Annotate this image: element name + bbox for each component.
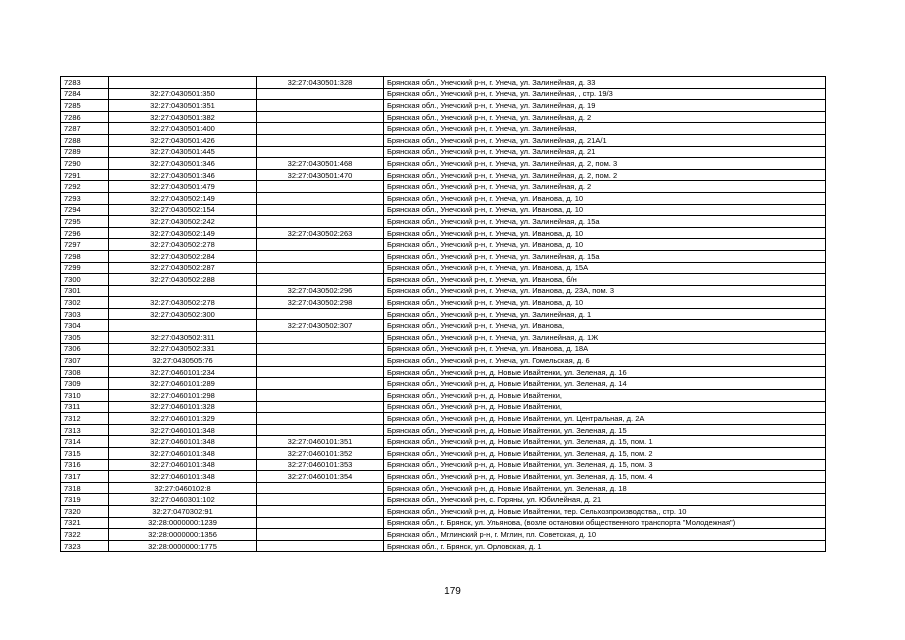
- table-row: [61, 285, 826, 297]
- object-cadastral-number-cell: [257, 262, 384, 274]
- cadastral-number-cell: 32:27:0430505:76: [109, 355, 257, 367]
- object-cadastral-number-cell: 32:27:0430502:263: [257, 227, 384, 239]
- table-row: [61, 216, 826, 228]
- cadastral-number-cell: 32:27:0460101:348: [109, 424, 257, 436]
- row-number-cell: 7323: [61, 540, 109, 552]
- address-cell: Брянская обл., Унечский р-н, д. Новые Ивайтенки, ул. Зеленая, д. 14: [384, 378, 826, 390]
- object-cadastral-number-cell: [257, 482, 384, 494]
- registry-table: [60, 76, 826, 552]
- address-cell: Брянская обл., Унечский р-н, г. Унеча, ул. Залинейная, , стр. 19/3: [384, 88, 826, 100]
- object-cadastral-number-cell: [257, 378, 384, 390]
- address-cell: Брянская обл., Унечский р-н, г. Унеча, ул. Залинейная, д. 15а: [384, 250, 826, 262]
- table-row: [61, 239, 826, 251]
- row-number-cell: 7296: [61, 227, 109, 239]
- address-cell: Брянская обл., Унечский р-н, г. Унеча, ул. Иванова, д. 10: [384, 297, 826, 309]
- address-cell: Брянская обл., Унечский р-н, с. Горяны, ул. Юбилейная, д. 21: [384, 494, 826, 506]
- cadastral-number-cell: 32:27:0430501:382: [109, 111, 257, 123]
- cadastral-number-cell: 32:27:0430501:426: [109, 134, 257, 146]
- row-number-cell: 7322: [61, 529, 109, 541]
- object-cadastral-number-cell: 32:27:0460101:352: [257, 448, 384, 460]
- row-number-cell: 7295: [61, 216, 109, 228]
- table-row: [61, 413, 826, 425]
- row-number-cell: 7286: [61, 111, 109, 123]
- row-number-cell: 7319: [61, 494, 109, 506]
- row-number-cell: 7288: [61, 134, 109, 146]
- table-row: [61, 390, 826, 402]
- row-number-cell: 7303: [61, 308, 109, 320]
- row-number-cell: 7311: [61, 401, 109, 413]
- table-row: [61, 227, 826, 239]
- address-cell: Брянская обл., Унечский р-н, д. Новые Ивайтенки, ул. Зеленая, д. 15, пом. 1: [384, 436, 826, 448]
- address-cell: Брянская обл., Унечский р-н, д. Новые Ивайтенки, ул. Зеленая, д. 15, пом. 3: [384, 459, 826, 471]
- address-cell: Брянская обл., Унечский р-н, г. Унеча, ул. Иванова, д. 23А, пом. 3: [384, 285, 826, 297]
- object-cadastral-number-cell: [257, 123, 384, 135]
- address-cell: Брянская обл., Унечский р-н, г. Унеча, ул. Гомельская, д. 6: [384, 355, 826, 367]
- row-number-cell: 7312: [61, 413, 109, 425]
- address-cell: Брянская обл., Унечский р-н, г. Унеча, ул. Залинейная, д. 15а: [384, 216, 826, 228]
- table-row: [61, 482, 826, 494]
- cadastral-number-cell: 32:27:0470302:91: [109, 505, 257, 517]
- cadastral-number-cell: 32:27:0460301:102: [109, 494, 257, 506]
- object-cadastral-number-cell: 32:27:0430502:307: [257, 320, 384, 332]
- row-number-cell: 7307: [61, 355, 109, 367]
- row-number-cell: 7304: [61, 320, 109, 332]
- table-row: [61, 134, 826, 146]
- row-number-cell: 7309: [61, 378, 109, 390]
- object-cadastral-number-cell: 32:27:0460101:351: [257, 436, 384, 448]
- object-cadastral-number-cell: 32:27:0430502:296: [257, 285, 384, 297]
- row-number-cell: 7320: [61, 505, 109, 517]
- row-number-cell: 7308: [61, 366, 109, 378]
- table-row: [61, 111, 826, 123]
- table-row: [61, 505, 826, 517]
- cadastral-number-cell: 32:27:0430502:149: [109, 227, 257, 239]
- address-cell: Брянская обл., г. Брянск, ул. Ульянова, (возле остановки общественного транспорта "Молодежная"): [384, 517, 826, 529]
- address-cell: Брянская обл., Унечский р-н, г. Унеча, ул. Залинейная, д. 1Ж: [384, 332, 826, 344]
- table-row: [61, 169, 826, 181]
- row-number-cell: 7298: [61, 250, 109, 262]
- address-cell: Брянская обл., Унечский р-н, г. Унеча, ул. Иванова,: [384, 320, 826, 332]
- table-row: [61, 88, 826, 100]
- cadastral-number-cell: 32:27:0460101:329: [109, 413, 257, 425]
- object-cadastral-number-cell: 32:27:0430501:470: [257, 169, 384, 181]
- table-row: [61, 192, 826, 204]
- object-cadastral-number-cell: [257, 355, 384, 367]
- cadastral-number-cell: 32:27:0430501:479: [109, 181, 257, 193]
- address-cell: Брянская обл., Унечский р-н, д. Новые Ивайтенки, ул. Зеленая, д. 15: [384, 424, 826, 436]
- row-number-cell: 7290: [61, 158, 109, 170]
- cadastral-number-cell: 32:27:0430501:400: [109, 123, 257, 135]
- row-number-cell: 7302: [61, 297, 109, 309]
- cadastral-number-cell: 32:27:0460101:234: [109, 366, 257, 378]
- object-cadastral-number-cell: 32:27:0430502:298: [257, 297, 384, 309]
- object-cadastral-number-cell: [257, 308, 384, 320]
- object-cadastral-number-cell: 32:27:0460101:354: [257, 471, 384, 483]
- address-cell: Брянская обл., Унечский р-н, д. Новые Ивайтенки,: [384, 401, 826, 413]
- address-cell: Брянская обл., Унечский р-н, г. Унеча, ул. Иванова, д. 10: [384, 239, 826, 251]
- cadastral-number-cell: 32:27:0430501:445: [109, 146, 257, 158]
- table-row: [61, 308, 826, 320]
- table-row: [61, 274, 826, 286]
- cadastral-number-cell: 32:27:0430502:149: [109, 192, 257, 204]
- cadastral-number-cell: 32:27:0430502:311: [109, 332, 257, 344]
- cadastral-number-cell: 32:27:0460101:348: [109, 471, 257, 483]
- cadastral-number-cell: [109, 320, 257, 332]
- object-cadastral-number-cell: [257, 413, 384, 425]
- cadastral-number-cell: 32:27:0460101:289: [109, 378, 257, 390]
- address-cell: Брянская обл., Унечский р-н, г. Унеча, ул. Залинейная,: [384, 123, 826, 135]
- cadastral-number-cell: 32:27:0460101:348: [109, 448, 257, 460]
- object-cadastral-number-cell: [257, 529, 384, 541]
- object-cadastral-number-cell: [257, 540, 384, 552]
- registry-table-body: [61, 77, 826, 552]
- row-number-cell: 7316: [61, 459, 109, 471]
- address-cell: Брянская обл., Унечский р-н, г. Унеча, ул. Залинейная, д. 33: [384, 77, 826, 89]
- address-cell: Брянская обл., Унечский р-н, г. Унеча, ул. Залинейная, д. 2, пом. 2: [384, 169, 826, 181]
- object-cadastral-number-cell: [257, 424, 384, 436]
- row-number-cell: 7305: [61, 332, 109, 344]
- address-cell: Брянская обл., Унечский р-н, г. Унеча, ул. Залинейная, д. 2: [384, 181, 826, 193]
- address-cell: Брянская обл., Унечский р-н, д. Новые Ивайтенки, ул. Центральная, д. 2А: [384, 413, 826, 425]
- address-cell: Брянская обл., Унечский р-н, д. Новые Ивайтенки, ул. Зеленая, д. 18: [384, 482, 826, 494]
- object-cadastral-number-cell: [257, 146, 384, 158]
- row-number-cell: 7313: [61, 424, 109, 436]
- table-row: [61, 459, 826, 471]
- object-cadastral-number-cell: [257, 216, 384, 228]
- object-cadastral-number-cell: [257, 274, 384, 286]
- cadastral-number-cell: 32:27:0460101:348: [109, 436, 257, 448]
- address-cell: Брянская обл., Унечский р-н, г. Унеча, ул. Иванова, б/н: [384, 274, 826, 286]
- object-cadastral-number-cell: [257, 204, 384, 216]
- row-number-cell: 7294: [61, 204, 109, 216]
- row-number-cell: 7317: [61, 471, 109, 483]
- object-cadastral-number-cell: [257, 401, 384, 413]
- cadastral-number-cell: 32:27:0430502:331: [109, 343, 257, 355]
- table-row: [61, 77, 826, 89]
- object-cadastral-number-cell: 32:27:0430501:328: [257, 77, 384, 89]
- table-row: [61, 181, 826, 193]
- address-cell: Брянская обл., Унечский р-н, г. Унеча, ул. Иванова, д. 15А: [384, 262, 826, 274]
- cadastral-number-cell: 32:27:0460101:298: [109, 390, 257, 402]
- row-number-cell: 7299: [61, 262, 109, 274]
- address-cell: Брянская обл., Унечский р-н, г. Унеча, ул. Залинейная, д. 21А/1: [384, 134, 826, 146]
- table-row: [61, 146, 826, 158]
- object-cadastral-number-cell: [257, 181, 384, 193]
- address-cell: Брянская обл., Унечский р-н, г. Унеча, ул. Иванова, д. 18А: [384, 343, 826, 355]
- row-number-cell: 7285: [61, 100, 109, 112]
- table-row: [61, 123, 826, 135]
- table-row: [61, 158, 826, 170]
- object-cadastral-number-cell: [257, 494, 384, 506]
- object-cadastral-number-cell: [257, 390, 384, 402]
- object-cadastral-number-cell: [257, 88, 384, 100]
- address-cell: Брянская обл., Унечский р-н, г. Унеча, ул. Залинейная, д. 19: [384, 100, 826, 112]
- cadastral-number-cell: 32:27:0460101:328: [109, 401, 257, 413]
- row-number-cell: 7289: [61, 146, 109, 158]
- address-cell: Брянская обл., г. Брянск, ул. Орловская, д. 1: [384, 540, 826, 552]
- row-number-cell: 7292: [61, 181, 109, 193]
- table-row: [61, 471, 826, 483]
- cadastral-number-cell: 32:28:0000000:1775: [109, 540, 257, 552]
- object-cadastral-number-cell: [257, 111, 384, 123]
- table-row: [61, 401, 826, 413]
- cadastral-number-cell: 32:27:0430501:346: [109, 169, 257, 181]
- row-number-cell: 7306: [61, 343, 109, 355]
- cadastral-number-cell: 32:27:0430501:350: [109, 88, 257, 100]
- table-row: [61, 262, 826, 274]
- cadastral-number-cell: 32:27:0430502:242: [109, 216, 257, 228]
- table-row: [61, 332, 826, 344]
- table-row: [61, 355, 826, 367]
- address-cell: Брянская обл., Унечский р-н, г. Унеча, ул. Иванова, д. 10: [384, 204, 826, 216]
- table-row: [61, 436, 826, 448]
- cadastral-number-cell: [109, 77, 257, 89]
- object-cadastral-number-cell: [257, 192, 384, 204]
- row-number-cell: 7321: [61, 517, 109, 529]
- table-row: [61, 366, 826, 378]
- table-row: [61, 448, 826, 460]
- row-number-cell: 7291: [61, 169, 109, 181]
- row-number-cell: 7314: [61, 436, 109, 448]
- table-row: [61, 424, 826, 436]
- table-row: [61, 540, 826, 552]
- table-row: [61, 100, 826, 112]
- address-cell: Брянская обл., Унечский р-н, г. Унеча, ул. Иванова, д. 10: [384, 227, 826, 239]
- table-row: [61, 297, 826, 309]
- table-row: [61, 378, 826, 390]
- table-row: [61, 529, 826, 541]
- row-number-cell: 7318: [61, 482, 109, 494]
- object-cadastral-number-cell: [257, 343, 384, 355]
- object-cadastral-number-cell: [257, 239, 384, 251]
- cadastral-number-cell: 32:27:0430501:351: [109, 100, 257, 112]
- address-cell: Брянская обл., Унечский р-н, д. Новые Ивайтенки, ул. Зеленая, д. 15, пом. 2: [384, 448, 826, 460]
- cadastral-number-cell: 32:27:0460101:348: [109, 459, 257, 471]
- row-number-cell: 7310: [61, 390, 109, 402]
- cadastral-number-cell: 32:27:0460102:8: [109, 482, 257, 494]
- cadastral-number-cell: 32:28:0000000:1356: [109, 529, 257, 541]
- cadastral-number-cell: 32:27:0430502:278: [109, 239, 257, 251]
- table-row: [61, 517, 826, 529]
- table-row: [61, 343, 826, 355]
- address-cell: Брянская обл., Унечский р-н, г. Унеча, ул. Залинейная, д. 21: [384, 146, 826, 158]
- row-number-cell: 7315: [61, 448, 109, 460]
- cadastral-number-cell: 32:27:0430502:284: [109, 250, 257, 262]
- address-cell: Брянская обл., Унечский р-н, г. Унеча, ул. Иванова, д. 10: [384, 192, 826, 204]
- object-cadastral-number-cell: [257, 100, 384, 112]
- page-number: 179: [444, 586, 461, 597]
- row-number-cell: 7297: [61, 239, 109, 251]
- object-cadastral-number-cell: [257, 250, 384, 262]
- address-cell: Брянская обл., Унечский р-н, д. Новые Ивайтенки, тер. Сельхозпроизводства,, стр. 10: [384, 505, 826, 517]
- cadastral-number-cell: 32:27:0430502:154: [109, 204, 257, 216]
- address-cell: Брянская обл., Мглинский р-н, г. Мглин, пл. Советская, д. 10: [384, 529, 826, 541]
- row-number-cell: 7287: [61, 123, 109, 135]
- object-cadastral-number-cell: [257, 517, 384, 529]
- address-cell: Брянская обл., Унечский р-н, д. Новые Ивайтенки, ул. Зеленая, д. 16: [384, 366, 826, 378]
- address-cell: Брянская обл., Унечский р-н, д. Новые Ивайтенки, ул. Зеленая, д. 15, пом. 4: [384, 471, 826, 483]
- object-cadastral-number-cell: 32:27:0430501:468: [257, 158, 384, 170]
- address-cell: Брянская обл., Унечский р-н, г. Унеча, ул. Залинейная, д. 1: [384, 308, 826, 320]
- object-cadastral-number-cell: [257, 134, 384, 146]
- object-cadastral-number-cell: [257, 366, 384, 378]
- object-cadastral-number-cell: [257, 505, 384, 517]
- cadastral-number-cell: [109, 285, 257, 297]
- address-cell: Брянская обл., Унечский р-н, г. Унеча, ул. Залинейная, д. 2: [384, 111, 826, 123]
- table-row: [61, 494, 826, 506]
- row-number-cell: 7283: [61, 77, 109, 89]
- table-row: [61, 250, 826, 262]
- cadastral-number-cell: 32:27:0430502:300: [109, 308, 257, 320]
- row-number-cell: 7293: [61, 192, 109, 204]
- cadastral-number-cell: 32:28:0000000:1239: [109, 517, 257, 529]
- cadastral-number-cell: 32:27:0430501:346: [109, 158, 257, 170]
- row-number-cell: 7284: [61, 88, 109, 100]
- cadastral-number-cell: 32:27:0430502:287: [109, 262, 257, 274]
- address-cell: Брянская обл., Унечский р-н, д. Новые Ивайтенки,: [384, 390, 826, 402]
- table-row: [61, 204, 826, 216]
- row-number-cell: 7300: [61, 274, 109, 286]
- row-number-cell: 7301: [61, 285, 109, 297]
- object-cadastral-number-cell: 32:27:0460101:353: [257, 459, 384, 471]
- table-row: [61, 320, 826, 332]
- cadastral-number-cell: 32:27:0430502:288: [109, 274, 257, 286]
- cadastral-number-cell: 32:27:0430502:278: [109, 297, 257, 309]
- address-cell: Брянская обл., Унечский р-н, г. Унеча, ул. Залинейная, д. 2, пом. 3: [384, 158, 826, 170]
- object-cadastral-number-cell: [257, 332, 384, 344]
